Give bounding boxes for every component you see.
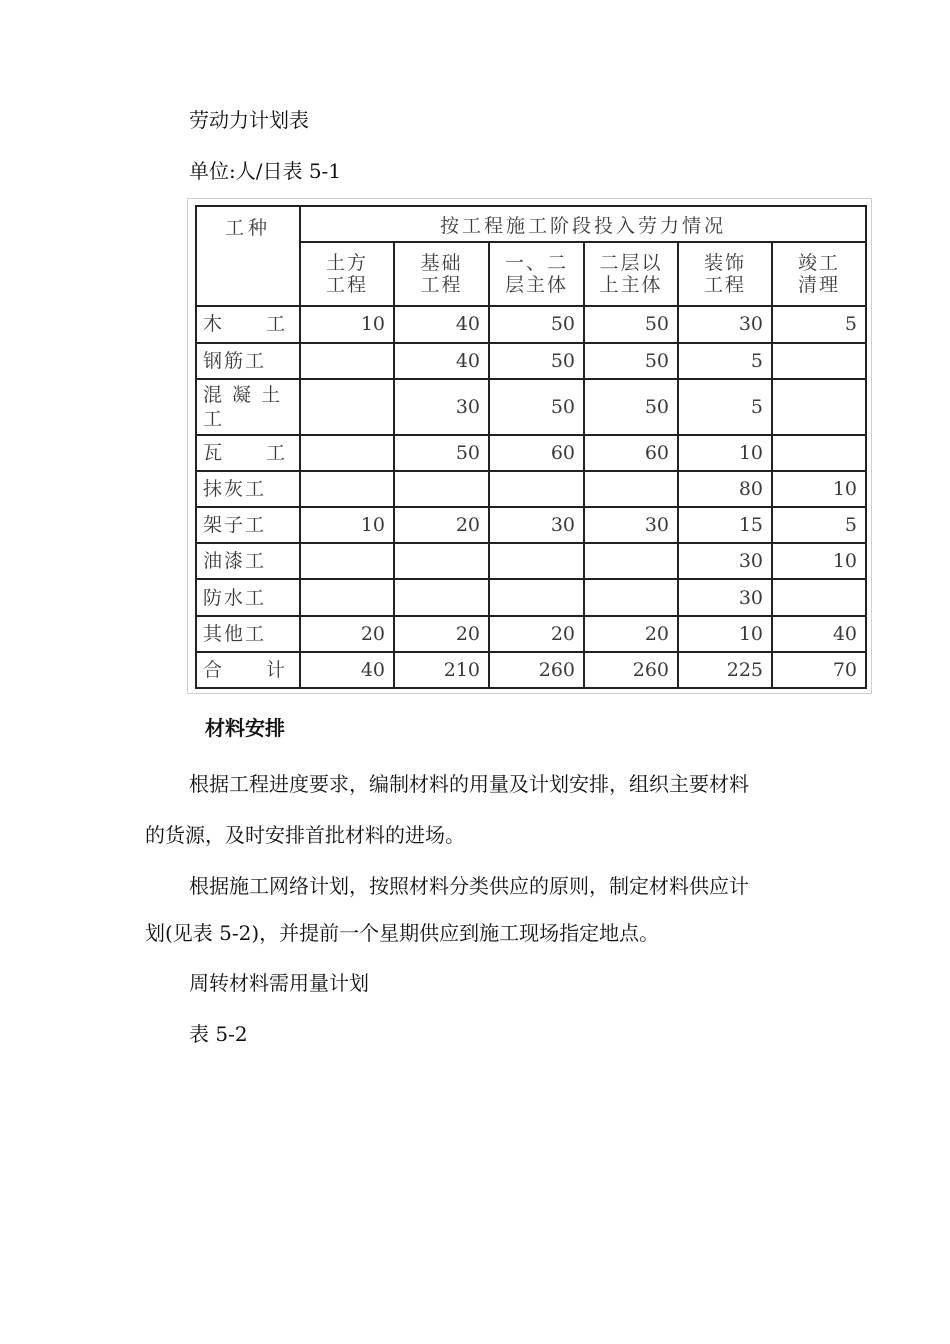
phase-header: 一、二 层主体	[489, 242, 584, 306]
labor-value-cell	[300, 435, 394, 471]
labor-value-cell: 5	[678, 379, 772, 435]
labor-value-cell	[300, 471, 394, 507]
labor-plan-heading: 劳动力计划表	[189, 108, 309, 132]
labor-value-cell	[772, 343, 866, 379]
table-row	[196, 343, 866, 379]
labor-value-cell	[300, 543, 394, 579]
labor-value-cell	[489, 471, 584, 507]
work-type-cell: 合 计	[196, 652, 300, 688]
labor-value-cell: 50	[394, 435, 489, 471]
labor-value-cell	[300, 579, 394, 615]
labor-value-cell: 10	[772, 471, 866, 507]
labor-value-cell	[772, 379, 866, 435]
phase-header: 二层以 上主体	[584, 242, 678, 306]
labor-value-cell: 30	[678, 306, 772, 342]
labor-value-cell: 40	[772, 616, 866, 652]
phase-header: 土方 工程	[300, 242, 394, 306]
table-row	[196, 471, 866, 507]
work-type-cell: 木 工	[196, 306, 300, 342]
labor-value-cell: 30	[584, 507, 678, 543]
header-work-type: 工种	[196, 206, 300, 306]
labor-value-cell: 30	[678, 579, 772, 615]
labor-value-cell: 5	[772, 507, 866, 543]
labor-value-cell: 30	[489, 507, 584, 543]
labor-value-cell: 20	[394, 507, 489, 543]
work-type-cell: 抹灰工	[196, 471, 300, 507]
labor-value-cell: 10	[678, 616, 772, 652]
labor-value-cell	[300, 379, 394, 435]
labor-value-cell: 50	[489, 343, 584, 379]
table-row	[196, 543, 866, 579]
labor-value-cell	[772, 579, 866, 615]
labor-value-cell: 225	[678, 652, 772, 688]
table-row	[196, 652, 866, 688]
work-type-cell: 架子工	[196, 507, 300, 543]
labor-value-cell	[394, 543, 489, 579]
unit-line: 单位:人/日表 5-1	[189, 159, 342, 183]
labor-value-cell	[584, 579, 678, 615]
labor-value-cell: 10	[678, 435, 772, 471]
labor-value-cell: 20	[300, 616, 394, 652]
table-row	[196, 579, 866, 615]
table-row	[196, 306, 866, 342]
table-row	[196, 507, 866, 543]
labor-value-cell: 50	[584, 379, 678, 435]
para-2-line-1: 根据施工网络计划，按照材料分类供应的原则，制定材料供应计	[189, 874, 749, 898]
work-type-cell: 混 凝 土 工	[196, 379, 300, 435]
labor-value-cell: 260	[584, 652, 678, 688]
labor-value-cell: 5	[772, 306, 866, 342]
labor-value-cell: 260	[489, 652, 584, 688]
labor-value-cell: 60	[489, 435, 584, 471]
labor-value-cell: 20	[489, 616, 584, 652]
section-title-materials: 材料安排	[205, 716, 285, 740]
labor-value-cell: 80	[678, 471, 772, 507]
work-type-cell: 防水工	[196, 579, 300, 615]
labor-table-frame	[187, 198, 872, 694]
para-2-line-2: 划(见表 5-2)，并提前一个星期供应到施工现场指定地点。	[145, 921, 660, 945]
work-type-cell: 油漆工	[196, 543, 300, 579]
labor-value-cell: 50	[489, 379, 584, 435]
work-type-cell: 钢筋工	[196, 343, 300, 379]
labor-value-cell	[394, 579, 489, 615]
turnover-materials-heading: 周转材料需用量计划	[189, 971, 369, 995]
labor-value-cell: 20	[584, 616, 678, 652]
labor-value-cell: 40	[394, 343, 489, 379]
labor-value-cell: 210	[394, 652, 489, 688]
labor-value-cell	[394, 471, 489, 507]
labor-value-cell: 10	[772, 543, 866, 579]
labor-value-cell: 50	[584, 343, 678, 379]
labor-value-cell: 40	[300, 652, 394, 688]
labor-value-cell	[584, 471, 678, 507]
labor-value-cell: 10	[300, 306, 394, 342]
labor-value-cell: 10	[300, 507, 394, 543]
labor-table	[195, 205, 867, 689]
table-row	[196, 616, 866, 652]
labor-value-cell	[772, 435, 866, 471]
table-row	[196, 435, 866, 471]
labor-value-cell: 50	[584, 306, 678, 342]
labor-value-cell: 20	[394, 616, 489, 652]
labor-value-cell: 70	[772, 652, 866, 688]
labor-value-cell	[300, 343, 394, 379]
table-5-2-label: 表 5-2	[189, 1022, 248, 1046]
labor-value-cell: 5	[678, 343, 772, 379]
header-phase-group: 按工程施工阶段投入劳力情况	[300, 206, 866, 242]
table-row	[196, 379, 866, 435]
para-1-line-1: 根据工程进度要求，编制材料的用量及计划安排，组织主要材料	[189, 772, 749, 796]
labor-value-cell: 50	[489, 306, 584, 342]
labor-value-cell: 40	[394, 306, 489, 342]
work-type-cell: 瓦 工	[196, 435, 300, 471]
labor-value-cell: 60	[584, 435, 678, 471]
labor-value-cell: 30	[394, 379, 489, 435]
phase-header: 竣工 清理	[772, 242, 866, 306]
labor-value-cell	[489, 543, 584, 579]
labor-value-cell	[584, 543, 678, 579]
para-1-line-2: 的货源，及时安排首批材料的进场。	[145, 823, 465, 847]
labor-value-cell	[489, 579, 584, 615]
phase-header: 装饰 工程	[678, 242, 772, 306]
work-type-cell: 其他工	[196, 616, 300, 652]
labor-value-cell: 15	[678, 507, 772, 543]
phase-header: 基础 工程	[394, 242, 489, 306]
labor-value-cell: 30	[678, 543, 772, 579]
